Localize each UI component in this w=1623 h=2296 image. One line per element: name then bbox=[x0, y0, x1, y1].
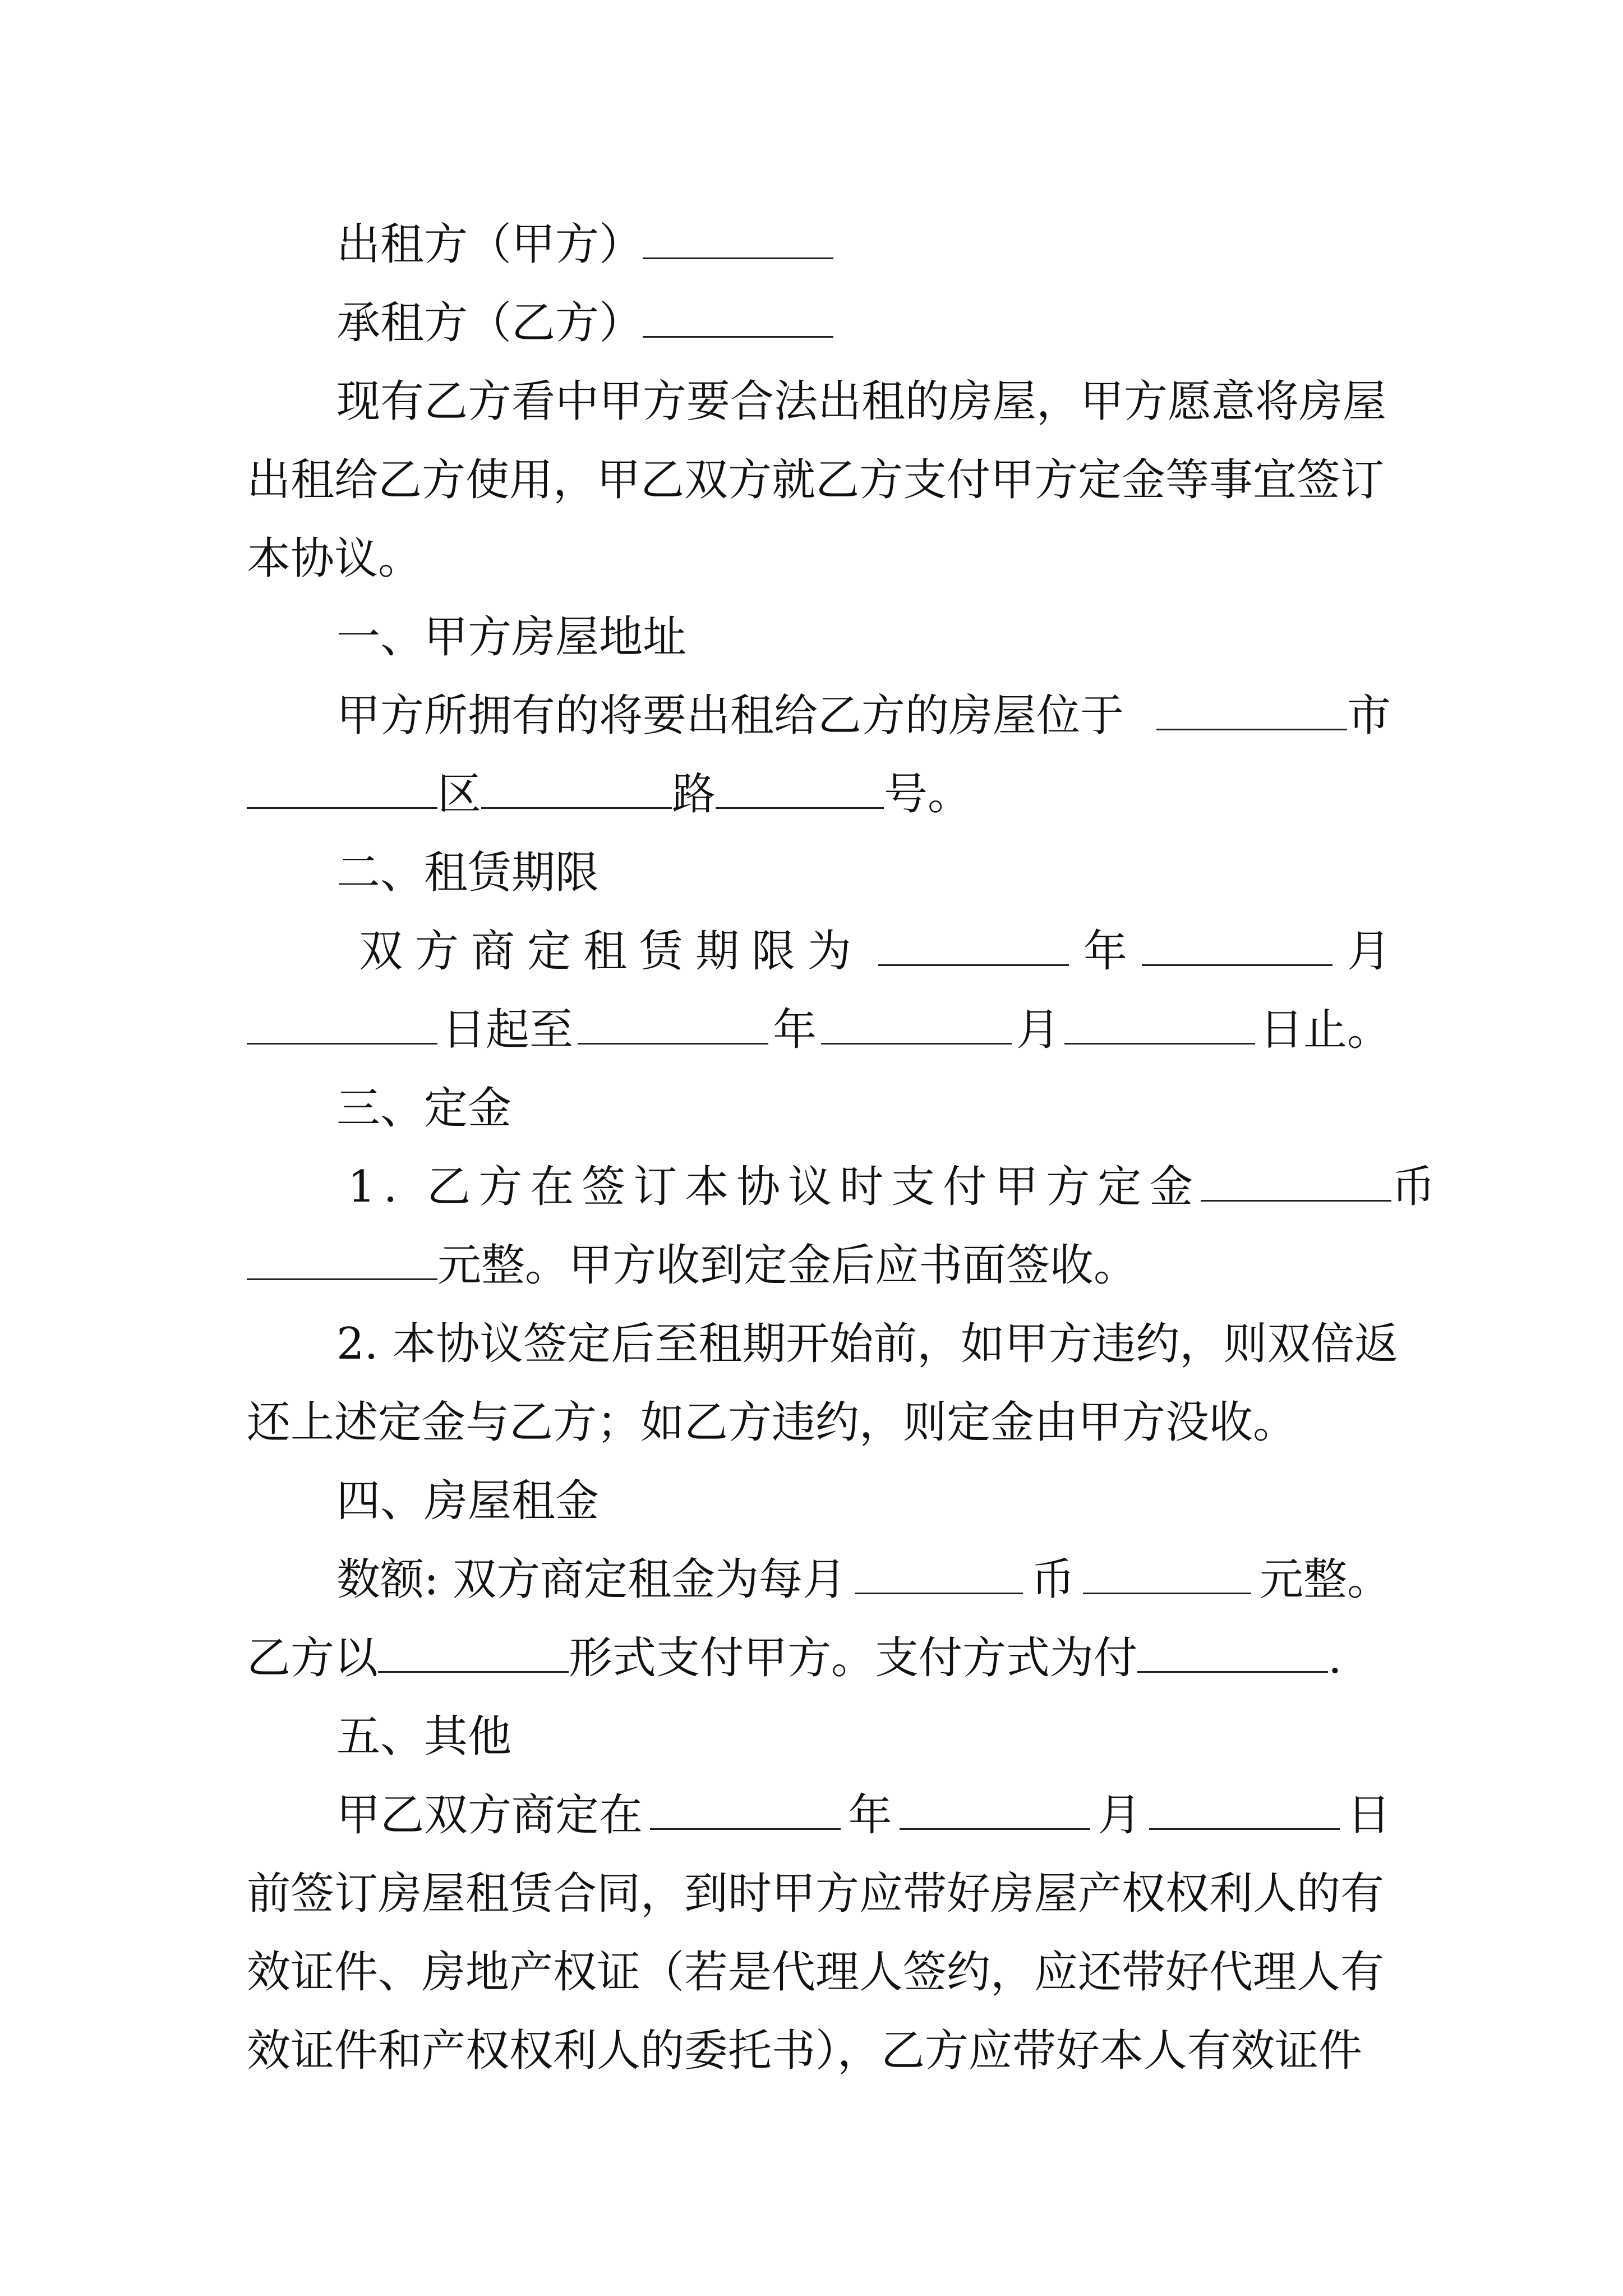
sec4-text-e: 形式支付甲方。支付方式为付 bbox=[569, 1633, 1138, 1683]
sec2-month2: 月 bbox=[1016, 1005, 1060, 1055]
sec4-text-b: 币 bbox=[1031, 1554, 1075, 1605]
section-3-item-2-line-2: 还上述定金与乙方；如乙方违约，则定金由甲方没收。 bbox=[247, 1397, 1297, 1448]
sec2-from: 日起至 bbox=[441, 1005, 573, 1055]
contract-day-blank bbox=[1149, 1792, 1340, 1830]
section-5-line-4: 效证件和产权权利人的委托书），乙方应带好本人有效证件 bbox=[247, 2026, 1363, 2076]
contract-year-blank bbox=[650, 1792, 841, 1830]
section-5-line-1 bbox=[336, 1776, 1391, 1855]
section-4-line-2 bbox=[247, 1619, 1391, 1697]
number-blank bbox=[716, 771, 884, 809]
end-year-blank bbox=[578, 1007, 768, 1045]
end-month-blank bbox=[821, 1007, 1012, 1045]
sec1-text-e: 号。 bbox=[884, 769, 972, 820]
payment-form-blank bbox=[378, 1635, 569, 1673]
sec1-text-a: 甲方所拥有的将要出租给乙方的房屋位于 bbox=[336, 691, 1124, 741]
deposit-currency-blank bbox=[1201, 1164, 1391, 1202]
sec2-month: 月 bbox=[1347, 926, 1391, 977]
section-2-line-1 bbox=[359, 912, 1391, 991]
start-month-blank bbox=[1142, 928, 1332, 966]
section-5-line-3: 效证件、房地产权证（若是代理人签约，应还带好代理人有 bbox=[247, 1947, 1385, 1998]
end-day-blank bbox=[1064, 1007, 1255, 1045]
start-year-blank bbox=[878, 928, 1069, 966]
sec1-text-c: 区 bbox=[437, 769, 482, 820]
section-5-heading: 五、其他 bbox=[336, 1711, 512, 1762]
payment-method-blank bbox=[1137, 1635, 1328, 1673]
sec5-day: 日 bbox=[1347, 1790, 1391, 1841]
section-2-heading: 二、租赁期限 bbox=[336, 848, 600, 898]
deposit-amount-blank bbox=[247, 1243, 437, 1280]
sec2-end: 日止。 bbox=[1259, 1005, 1391, 1055]
section-3-item-2-line-1: 2. 本协议签定后至租期开始前，如甲方违约，则双倍返 bbox=[336, 1319, 1399, 1369]
sec1-text-b: 市 bbox=[1347, 691, 1391, 741]
section-4-line-1 bbox=[336, 1540, 1391, 1619]
sec3-item1-c: 元整。甲方收到定金后应书面签收。 bbox=[437, 1240, 1138, 1291]
rent-amount-blank bbox=[1083, 1557, 1251, 1594]
start-day-blank bbox=[247, 1007, 437, 1045]
sec2-text-a: 双方商定租赁期限为 bbox=[359, 926, 864, 977]
sec1-text-d: 路 bbox=[672, 769, 716, 820]
section-3-item-1-line-1 bbox=[348, 1148, 1436, 1226]
section-4-heading: 四、房屋租金 bbox=[336, 1476, 600, 1526]
sec2-year2: 年 bbox=[772, 1005, 817, 1055]
section-2-line-2 bbox=[247, 991, 1391, 1069]
party-b-label: 承租方（乙方） bbox=[336, 298, 643, 348]
sec3-item1-b: 币 bbox=[1391, 1162, 1436, 1212]
party-b-line bbox=[336, 284, 1391, 362]
section-1-line-2 bbox=[247, 755, 1391, 834]
sec5-text-a: 甲乙双方商定在 bbox=[336, 1790, 643, 1841]
intro-line-2: 出租给乙方使用，甲乙双方就乙方支付甲方定金等事宜签订 bbox=[247, 455, 1385, 505]
rent-currency-blank bbox=[855, 1557, 1023, 1594]
city-blank bbox=[1156, 693, 1347, 730]
section-3-heading: 三、定金 bbox=[336, 1083, 512, 1134]
section-3-item-1-line-2 bbox=[247, 1226, 1391, 1305]
sec5-month: 月 bbox=[1098, 1790, 1142, 1841]
sec3-item1-a: 1. 乙方在签订本协议时支付甲方定金 bbox=[348, 1162, 1201, 1212]
section-1-heading: 一、甲方房屋地址 bbox=[336, 612, 687, 662]
sec4-text-a: 数额: 双方商定租金为每月 bbox=[336, 1554, 847, 1605]
party-b-blank bbox=[643, 300, 833, 338]
section-5-line-2: 前签订房屋租赁合同，到时甲方应带好房屋产权权利人的有 bbox=[247, 1869, 1385, 1919]
party-a-line bbox=[336, 205, 1391, 284]
sec2-year: 年 bbox=[1083, 926, 1127, 977]
intro-line-1: 现有乙方看中甲方要合法出租的房屋，甲方愿意将房屋 bbox=[336, 376, 1387, 427]
district-blank bbox=[247, 771, 437, 809]
section-1-line-1 bbox=[336, 677, 1391, 755]
sec5-year: 年 bbox=[848, 1790, 892, 1841]
sec4-text-d: 乙方以 bbox=[247, 1633, 379, 1683]
road-blank bbox=[481, 771, 672, 809]
sec4-text-c: 元整。 bbox=[1259, 1554, 1391, 1605]
party-a-blank bbox=[643, 222, 833, 259]
contract-month-blank bbox=[900, 1792, 1090, 1830]
intro-line-3: 本协议。 bbox=[247, 533, 422, 584]
party-a-label: 出租方（甲方） bbox=[336, 219, 643, 270]
sec4-text-f: . bbox=[1328, 1633, 1342, 1683]
